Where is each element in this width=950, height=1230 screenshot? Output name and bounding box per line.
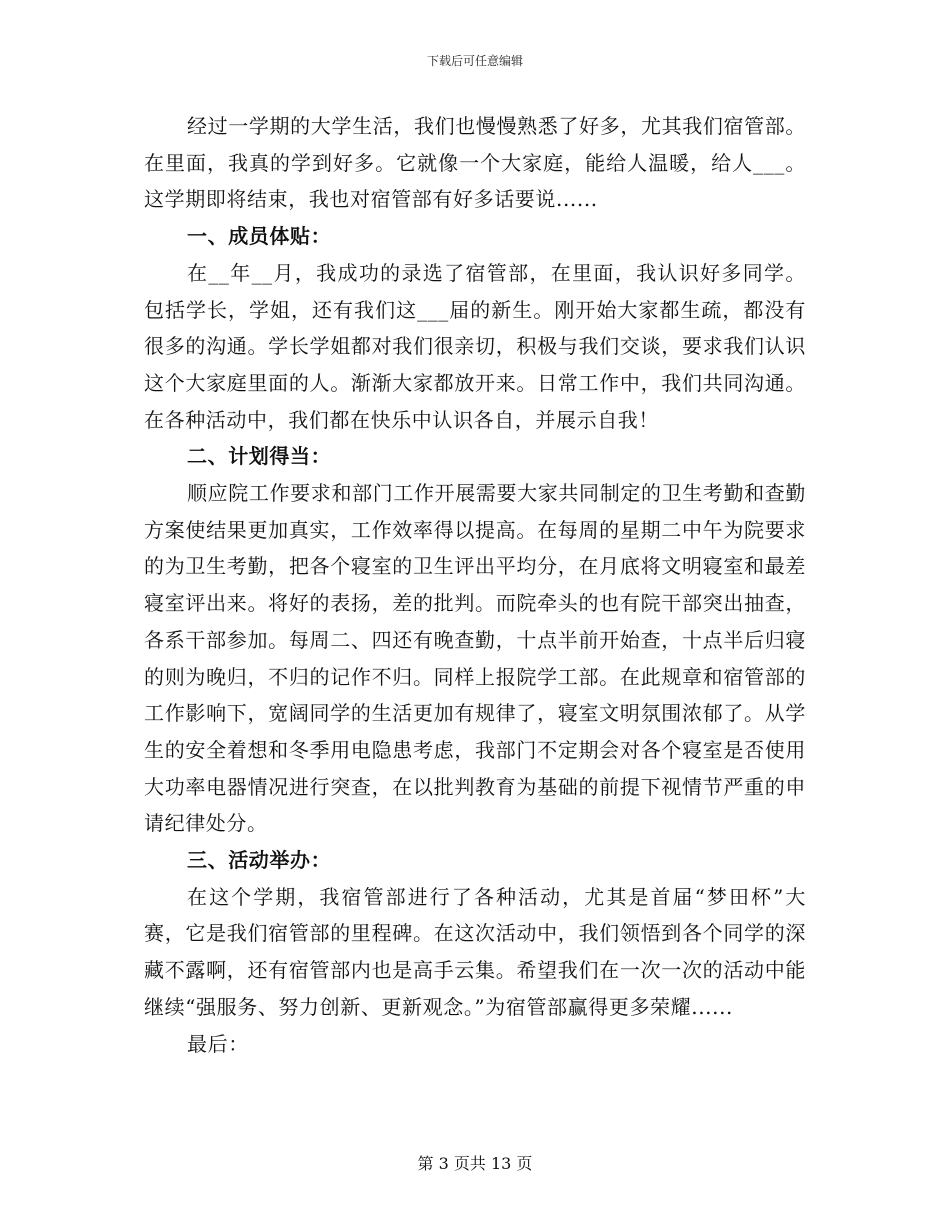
- document-body: [144, 108, 806, 1062]
- section-2-paragraph: 顺应院工作要求和部门工作开展需要大家共同制定的卫生考勤和查勤方案使结果更加真实，工作效率得以提高。在每周的星期二中午为院要求的为卫生考勤，把各个寝室的卫生评出平均分，在月底将文明寝室和最差寝室评出来。将好的表扬，差的批判。而院牵头的也有院干部突出抽查，各系干部参加。每周二、四还有晚查勤，十点半前开始查，十点半后归寝的则为晚归，不归的记作不归。同样上报院学工部。在此规章和宿管部的工作影响下，宽阔同学的生活更加有规律了，寝室文明氛围浓郁了。从学生的安全着想和冬季用电隐患考虑，我部门不定期会对各个寝室是否使用大功率电器情况进行突查，在以批判教育为基础的前提下视情节严重的申请纪律处分。: [144, 481, 806, 836]
- section-3-paragraph: 在这个学期，我宿管部进行了各种活动，尤其是首届“梦田杯”大赛，它是我们宿管部的里程碑。在这次活动中，我们领悟到各个同学的深藏不露啊，还有宿管部内也是高手云集。希望我们在一次一次的活动中能继续“强服务、努力创新、更新观念。”为宿管部赢得更多荣耀......: [144, 884, 806, 1019]
- section-heading-3: 三、活动举办：: [187, 848, 332, 873]
- page-footer: 第 3 页共 13 页: [417, 1154, 533, 1173]
- intro-paragraph: 经过一学期的大学生活，我们也慢慢熟悉了好多，尤其我们宿管部。在里面，我真的学到好多。它就像一个大家庭，能给人温暖，给人___。这学期即将结束，我也对宿管部有好多话要说......: [144, 114, 806, 212]
- page-header: 下载后可任意编辑: [426, 54, 523, 68]
- closing-paragraph: 最后：: [187, 1031, 249, 1056]
- section-1-paragraph: 在__年__月，我成功的录选了宿管部，在里面，我认识好多同学。包括学长，学姐，还有我们这___届的新生。刚开始大家都生疏，都没有很多的沟通。学长学姐都对我们很亲切，积极与我们交谈，要求我们认识这个大家庭里面的人。渐渐大家都放开来。日常工作中，我们共同沟通。在各种活动中，我们都在快乐中认识各自，并展示自我！: [144, 260, 806, 432]
- section-heading-2: 二、计划得当：: [187, 444, 332, 469]
- section-heading-1: 一、成员体贴：: [187, 224, 332, 249]
